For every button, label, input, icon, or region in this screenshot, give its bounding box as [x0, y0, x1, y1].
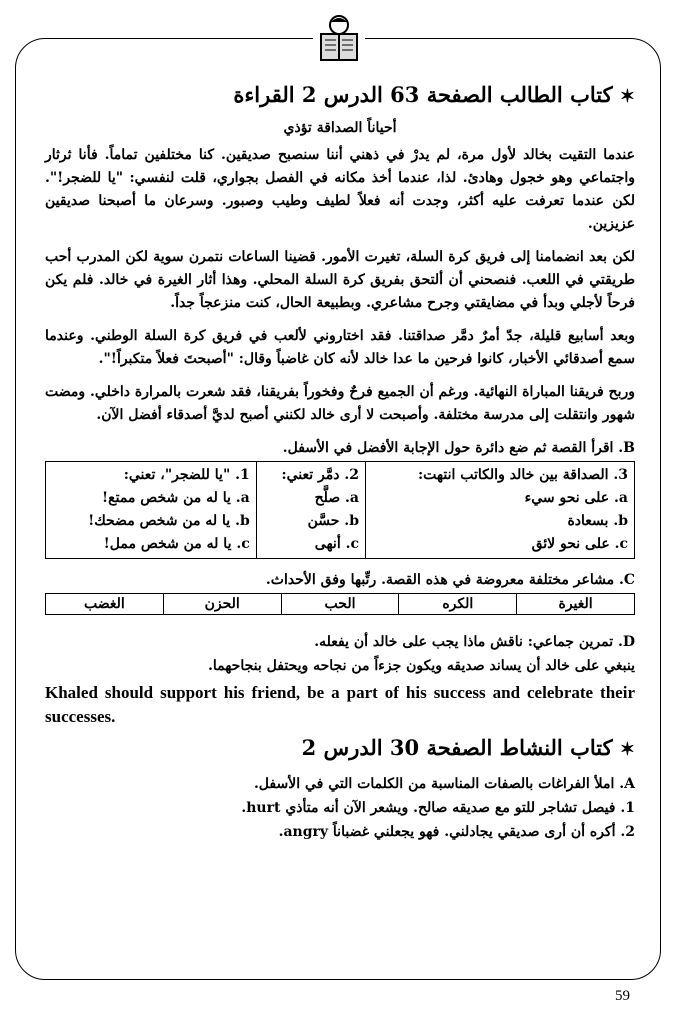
section-title-student-book: ✶ كتاب الطالب الصفحة 63 الدرس 2 القراءة	[233, 82, 635, 107]
question-b-col-2: 2. دمَّر تعني: a. صلَّح b. حسَّن c. أنهى	[256, 462, 365, 559]
answer-a-2: 2. أكره أن أرى صديقي يجادلني. فهو يجعلني غضباناً angry.	[278, 824, 635, 840]
answer-d-arabic: ينبغي على خالد أن يساند صديقه ويكون جزءاً من نجاحه ويحتفل بنجاحهما.	[208, 658, 635, 674]
feeling-cell: الغيرة	[517, 594, 635, 615]
feeling-cell: الحزن	[163, 594, 281, 615]
feelings-table	[45, 593, 635, 615]
feeling-cell: الكره	[399, 594, 517, 615]
page-content	[45, 80, 635, 845]
story-paragraph-4: وربح فريقنا المباراة النهائية. ورغم أن الجميع فرحٌ وفخوراً بفريقنا، فقد شعرت بالمرارة داخلي. ومضت شهور وانتقلت إلى مدرسة مختلفة. وأصبحت لا أرى خالد لكنني أصبح لديَّ أصدقاء أفضل الآن.	[45, 384, 635, 423]
question-b-col-3: 3. الصداقة بين خالد والكاتب انتهت: a. على نحو سيء b. بسعادة c. على نحو لائق	[365, 462, 634, 559]
answer-a-1: 1. فيصل تشاجر للتو مع صديقه صالح. ويشعر الآن أنه متأذي hurt.	[241, 800, 635, 816]
question-a: A. املأ الفراغات بالصفات المناسبة من الكلمات التي في الأسفل.	[253, 776, 635, 792]
story-paragraph-2: لكن بعد انضمامنا إلى فريق كرة السلة، تغيرت الأمور. قضينا الساعات نتمرن سوية لكن المدرب أحب طريقتي في اللعب. فنصحني أن ألتحق بفريق كرة السلة المحلي. وهذا أثار الغيرة في خالد. فلم يكن فرحاً لأجلي وبدأ في مضايقتي وجرح مشاعري. وبطبيعة الحال، كنت منزعجاً جداً.	[45, 249, 635, 311]
question-b-table	[45, 461, 635, 559]
question-c: C. مشاعر مختلفة معروضة في هذه القصة. رتِّبها وفق الأحداث.	[265, 572, 635, 588]
feeling-cell: الحب	[281, 594, 399, 615]
page-number: 59	[615, 988, 630, 1004]
feeling-cell: الغضب	[46, 594, 164, 615]
reading-student-logo	[313, 12, 365, 64]
answer-d-english: Khaled should support his friend, be a part of his success and celebrate their successes.	[45, 683, 635, 726]
story-paragraph-1: عندما التقيت بخالد لأول مرة، لم يدرْ في ذهني أننا سنصبح صديقين. كنا مختلفين تماماً. فأنا ثرثار واجتماعي وهو خجول وهادئ. لذا، عندما أخذ مكانه في الفصل بجواري، قلت لنفسي: "يا للضجر!". لكن عندما تعرفت عليه أكثر، وجدت أنه فعلاً لطيف وطيب وصبور. وسرعان ما أصبحنا صديقين عزيزين.	[45, 147, 635, 232]
section-title-activity-book: ✶ كتاب النشاط الصفحة 30 الدرس 2	[301, 735, 635, 760]
star-icon: ✶	[619, 86, 635, 107]
question-d: D. تمرين جماعي: ناقش ماذا يجب على خالد أن يفعله.	[314, 634, 635, 650]
star-icon: ✶	[619, 739, 635, 760]
story-paragraph-3: وبعد أسابيع قليلة، جدّ أمرٌ دمَّر صداقتنا. فقد اختاروني لألعب في فريق كرة السلة الوطني. وعندما سمع أصدقائي الأخبار، كانوا فرحين ما عدا خالد لأنه كان غاضباً وقال: "أصبحتَ فعلاً متكبراً!".	[45, 328, 635, 367]
question-b-col-1: 1. "يا للضجر"، تعني: a. يا له من شخص ممتع! b. يا له من شخص مضحك! c. يا له من شخص ممل!	[46, 462, 257, 559]
question-b: B. اقرأ القصة ثم ضع دائرة حول الإجابة الأفضل في الأسفل.	[282, 440, 635, 456]
story-title: أحياناً الصداقة تؤذي	[283, 120, 397, 136]
